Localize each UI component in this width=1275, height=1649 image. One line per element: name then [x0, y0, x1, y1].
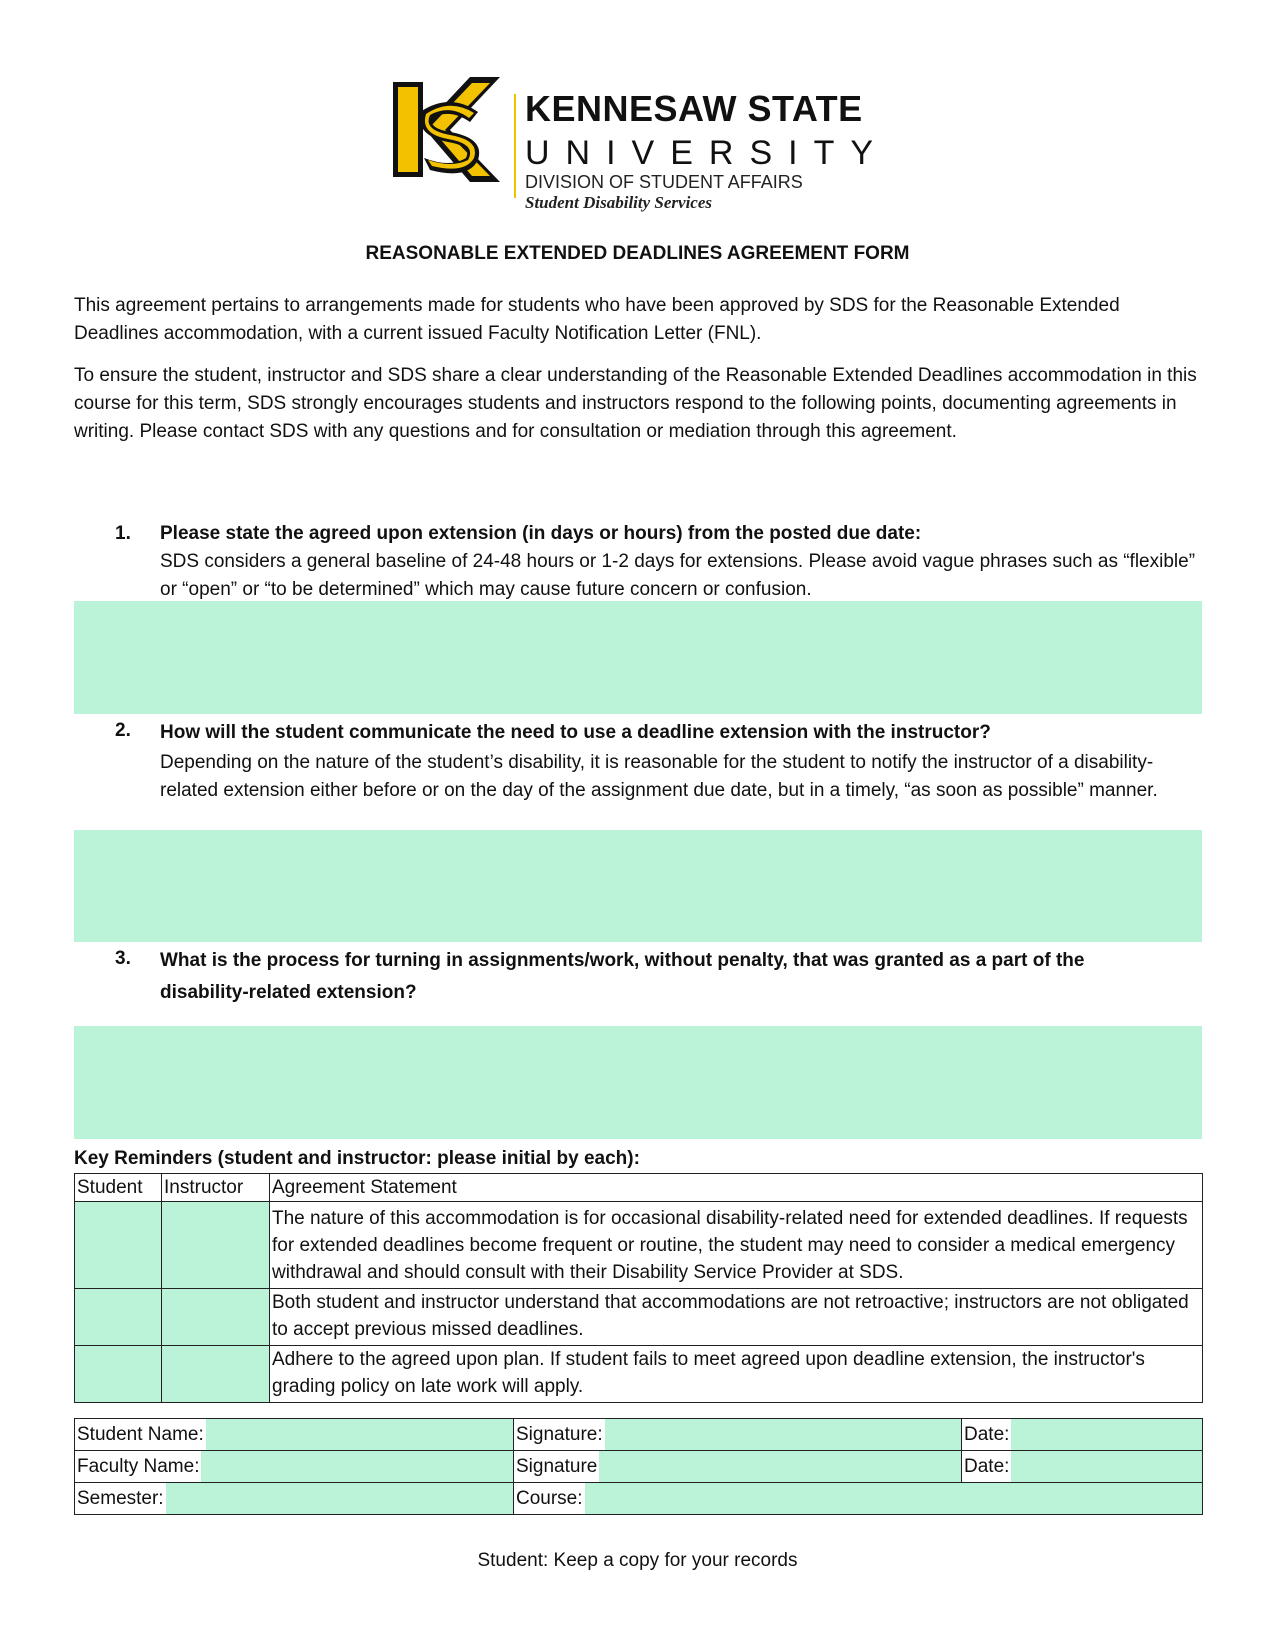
agreement-statement: Both student and instructor understand that accommodations are not retroactive; instructors are not obligated to accept previous missed deadlines.	[270, 1289, 1203, 1346]
student-name-label: Student Name:	[75, 1419, 206, 1450]
student-date-field[interactable]	[962, 1419, 1203, 1451]
ksu-logo-icon	[390, 72, 505, 187]
question-number: 1.	[115, 523, 131, 544]
course-field[interactable]	[514, 1483, 1203, 1515]
table-row	[75, 1483, 1203, 1515]
date-label: Date:	[962, 1419, 1011, 1450]
faculty-date-field[interactable]	[962, 1451, 1203, 1483]
answer-field-3[interactable]	[74, 1026, 1202, 1139]
signature-table	[74, 1418, 1203, 1515]
faculty-name-label: Faculty Name:	[75, 1451, 201, 1482]
division-name: DIVISION OF STUDENT AFFAIRS	[525, 172, 803, 192]
instructor-initial-cell[interactable]	[162, 1202, 270, 1289]
question-number: 3.	[115, 948, 131, 969]
semester-label: Semester:	[75, 1483, 166, 1514]
question-2	[115, 717, 1205, 805]
student-initial-cell[interactable]	[75, 1202, 162, 1289]
table-row	[75, 1346, 1203, 1403]
logo-divider	[514, 94, 516, 198]
table-row	[75, 1289, 1203, 1346]
table-row	[75, 1202, 1203, 1289]
table-row	[75, 1451, 1203, 1483]
instructor-initial-cell[interactable]	[162, 1346, 270, 1403]
semester-field[interactable]	[75, 1483, 514, 1515]
question-number: 2.	[115, 720, 131, 741]
date-label: Date:	[962, 1451, 1011, 1482]
form-title: REASONABLE EXTENDED DEADLINES AGREEMENT FORM	[365, 243, 910, 264]
ksu-logo	[390, 72, 910, 212]
agreement-statement: Adhere to the agreed upon plan. If student fails to meet agreed upon deadline extension, the instructor's grading policy on late work will apply.	[270, 1346, 1203, 1403]
question-description: SDS considers a general baseline of 24-48 hours or 1-2 days for extensions. Please avoid vague phrases such as “flexible” or “open” or “to be determined” which may cause future concern or confusion.	[160, 551, 1196, 600]
department-name: Student Disability Services	[525, 193, 712, 212]
faculty-signature-field[interactable]	[514, 1451, 962, 1483]
student-signature-field[interactable]	[514, 1419, 962, 1451]
intro-paragraph-2: To ensure the student, instructor and SDS share a clear understanding of the Reasonable Extended Deadlines accommodation in this course for this term, SDS strongly encourages students and instructors respond to the following points, documenting agreements in writing. Please contact SDS with any questions and for consultation or mediation through this agreement.	[74, 365, 1197, 442]
question-3	[115, 945, 1205, 1009]
header-statement: Agreement Statement	[270, 1174, 1203, 1202]
instructor-initial-cell[interactable]	[162, 1289, 270, 1346]
table-row	[75, 1419, 1203, 1451]
key-reminders-table	[74, 1173, 1203, 1403]
question-1	[115, 520, 1205, 604]
answer-field-2[interactable]	[74, 830, 1202, 942]
answer-field-1[interactable]	[74, 601, 1202, 714]
question-text: What is the process for turning in assignments/work, without penalty, that was granted as a part of the disability-related extension?	[160, 950, 1085, 1003]
student-initial-cell[interactable]	[75, 1289, 162, 1346]
course-label: Course:	[514, 1483, 585, 1514]
question-description: Depending on the nature of the student’s disability, it is reasonable for the student to notify the instructor of a disability-related extension either before or on the day of the assignment due date, but in a timely, “as soon as possible” manner.	[160, 752, 1158, 801]
key-reminders-title: Key Reminders (student and instructor: please initial by each):	[74, 1148, 640, 1169]
agreement-statement: The nature of this accommodation is for occasional disability-related need for extended deadlines. If requests for extended deadlines become frequent or routine, the student may need to consider a medical emergency withdrawal and should consult with their Disability Service Provider at SDS.	[270, 1202, 1203, 1289]
signature-label: Signature	[514, 1451, 599, 1482]
question-text: Please state the agreed upon extension (in days or hours) from the posted due date:	[160, 523, 922, 544]
intro-paragraph-1: This agreement pertains to arrangements made for students who have been approved by SDS for the Reasonable Extended Deadlines accommodation, with a current issued Faculty Notification Letter (FNL).	[74, 295, 1120, 344]
university-subtitle: UNIVERSITY	[525, 134, 890, 172]
student-initial-cell[interactable]	[75, 1346, 162, 1403]
faculty-name-field[interactable]	[75, 1451, 514, 1483]
university-name: KENNESAW STATE	[525, 88, 863, 129]
table-header-row	[75, 1174, 1203, 1202]
student-name-field[interactable]	[75, 1419, 514, 1451]
header-instructor: Instructor	[162, 1174, 270, 1202]
signature-label: Signature:	[514, 1419, 605, 1450]
footer-note: Student: Keep a copy for your records	[477, 1550, 798, 1571]
question-text: How will the student communicate the need to use a deadline extension with the instructor?	[160, 722, 991, 743]
header-student: Student	[75, 1174, 162, 1202]
